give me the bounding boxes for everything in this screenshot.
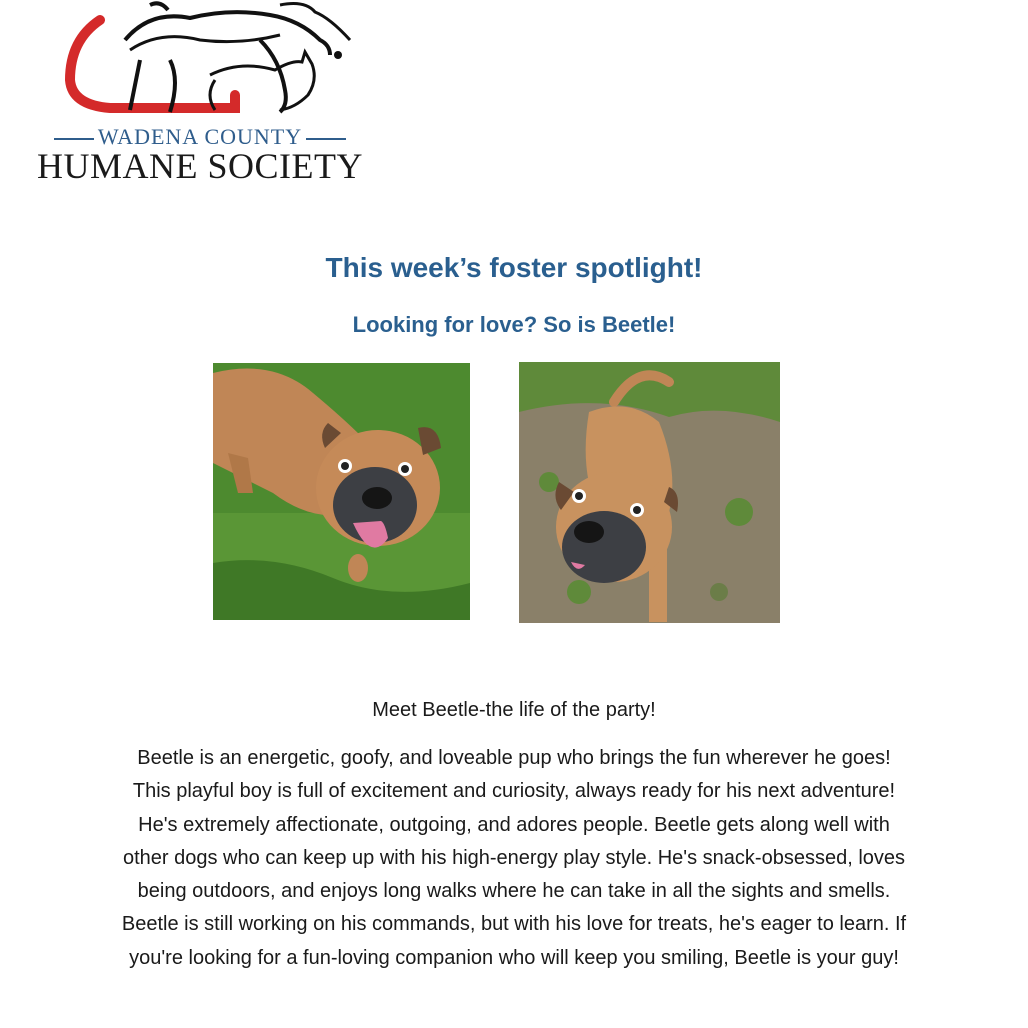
article-intro: Meet Beetle-the life of the party!: [372, 699, 656, 721]
logo-line1-text: WADENA COUNTY: [97, 124, 303, 149]
logo-dash-left: [54, 138, 94, 140]
cat-dog-logo-icon: [30, 0, 370, 125]
article-body: Beetle is an energetic, goofy, and loveable pup who brings the fun wherever he goes! This playful boy is full of excitement and curiosity, always ready for his next adventure! He's extremely affectionate, outgoing, and adores people. Beetle gets along well with other dogs who can keep up with his high-energy play style. He's snack-obsessed, loves being outdoors, and enjoys long walks where he can take in all the sights and smells. Beetle is still working on his commands, but with his love for treats, he's eager to learn. If you're looking for a fun-loving companion who will keep you smiling, Beetle is your guy!: [121, 747, 907, 969]
spotlight-heading: This week’s foster spotlight!: [325, 252, 703, 283]
dog-photo-grass: [213, 363, 470, 620]
dog-photo-dirt: [519, 362, 780, 623]
logo-society-text: HUMANE SOCIETY: [37, 146, 363, 186]
logo-dash-right: [306, 138, 346, 140]
organization-logo: [30, 0, 370, 190]
spotlight-subheading: Looking for love? So is Beetle!: [352, 312, 676, 337]
